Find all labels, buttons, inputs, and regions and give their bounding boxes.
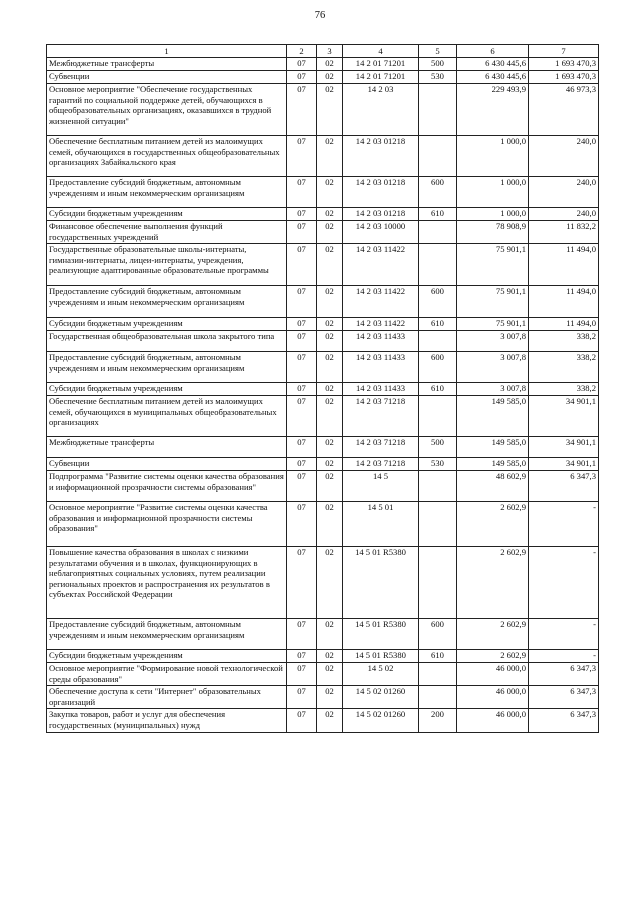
amount-executed-cell: 11 494,0 bbox=[529, 286, 599, 318]
amount-cell: 2 602,9 bbox=[457, 619, 529, 650]
target-article-cell: 14 2 03 71218 bbox=[343, 396, 419, 437]
item-name-cell: Основное мероприятие "Обеспечение государственных гарантий по социальной поддержке детей, обучающихся в общеобразовательных организациях, оказавшихся в трудной жизненной ситуации" bbox=[47, 84, 287, 136]
section-cell: 07 bbox=[287, 84, 317, 136]
amount-cell: 46 000,0 bbox=[457, 686, 529, 709]
target-article-cell: 14 2 03 10000 bbox=[343, 221, 419, 244]
header-cell: 7 bbox=[529, 45, 599, 58]
amount-executed-cell: 1 693 470,3 bbox=[529, 71, 599, 84]
amount-executed-cell: 34 901,1 bbox=[529, 396, 599, 437]
target-article-cell: 14 5 bbox=[343, 471, 419, 502]
header-cell: 2 bbox=[287, 45, 317, 58]
header-cell: 6 bbox=[457, 45, 529, 58]
amount-executed-cell: 240,0 bbox=[529, 208, 599, 221]
amount-cell: 2 602,9 bbox=[457, 502, 529, 547]
page-number: 76 bbox=[314, 10, 326, 21]
expense-type-cell bbox=[419, 396, 457, 437]
subsection-cell: 02 bbox=[317, 58, 343, 71]
item-name-cell: Повышение качества образования в школах с низкими результатами обучения и в школах, функционирующих в неблагоприятных социальных условиях, путем реализации региональных проектов и распространения их результатов в субъектах Российской Федерации bbox=[47, 547, 287, 619]
amount-cell: 75 901,1 bbox=[457, 286, 529, 318]
amount-executed-cell: 240,0 bbox=[529, 177, 599, 208]
expense-type-cell: 500 bbox=[419, 437, 457, 458]
subsection-cell: 02 bbox=[317, 352, 343, 383]
target-article-cell: 14 2 03 01218 bbox=[343, 136, 419, 177]
expense-type-cell bbox=[419, 84, 457, 136]
item-name-cell: Субвенции bbox=[47, 458, 287, 471]
target-article-cell: 14 2 03 71218 bbox=[343, 437, 419, 458]
amount-executed-cell: 6 347,3 bbox=[529, 663, 599, 686]
amount-executed-cell: 6 347,3 bbox=[529, 471, 599, 502]
item-name-cell: Закупка товаров, работ и услуг для обеспечения государственных (муниципальных) нужд bbox=[47, 709, 287, 733]
expense-type-cell: 610 bbox=[419, 208, 457, 221]
expense-type-cell: 200 bbox=[419, 709, 457, 733]
budget-table bbox=[46, 44, 599, 733]
target-article-cell: 14 2 03 11433 bbox=[343, 383, 419, 396]
amount-executed-cell: 11 832,2 bbox=[529, 221, 599, 244]
amount-executed-cell: 34 901,1 bbox=[529, 458, 599, 471]
section-cell: 07 bbox=[287, 331, 317, 352]
subsection-cell: 02 bbox=[317, 709, 343, 733]
header-cell: 1 bbox=[47, 45, 287, 58]
subsection-cell: 02 bbox=[317, 286, 343, 318]
section-cell: 07 bbox=[287, 471, 317, 502]
table-row bbox=[47, 71, 599, 84]
item-name-cell: Субсидии бюджетным учреждениям bbox=[47, 318, 287, 331]
target-article-cell: 14 5 01 bbox=[343, 502, 419, 547]
section-cell: 07 bbox=[287, 396, 317, 437]
amount-executed-cell: 46 973,3 bbox=[529, 84, 599, 136]
table-row bbox=[47, 318, 599, 331]
table-row bbox=[47, 221, 599, 244]
section-cell: 07 bbox=[287, 663, 317, 686]
item-name-cell: Межбюджетные трансферты bbox=[47, 58, 287, 71]
expense-type-cell: 600 bbox=[419, 619, 457, 650]
item-name-cell: Субсидии бюджетным учреждениям bbox=[47, 650, 287, 663]
subsection-cell: 02 bbox=[317, 318, 343, 331]
item-name-cell: Предоставление субсидий бюджетным, автономным учреждениям и иным некоммерческим организациям bbox=[47, 619, 287, 650]
section-cell: 07 bbox=[287, 709, 317, 733]
table-row bbox=[47, 709, 599, 733]
subsection-cell: 02 bbox=[317, 437, 343, 458]
section-cell: 07 bbox=[287, 244, 317, 286]
table-row bbox=[47, 458, 599, 471]
expense-type-cell: 600 bbox=[419, 286, 457, 318]
expense-type-cell: 610 bbox=[419, 650, 457, 663]
expense-type-cell: 600 bbox=[419, 177, 457, 208]
table-row bbox=[47, 619, 599, 650]
item-name-cell: Предоставление субсидий бюджетным, автономным учреждениям и иным некоммерческим организациям bbox=[47, 177, 287, 208]
amount-cell: 2 602,9 bbox=[457, 547, 529, 619]
table-row bbox=[47, 437, 599, 458]
subsection-cell: 02 bbox=[317, 650, 343, 663]
amount-executed-cell: - bbox=[529, 547, 599, 619]
table-row bbox=[47, 208, 599, 221]
expense-type-cell bbox=[419, 136, 457, 177]
target-article-cell: 14 2 03 11422 bbox=[343, 286, 419, 318]
amount-executed-cell: 338,2 bbox=[529, 383, 599, 396]
item-name-cell: Подпрограмма "Развитие системы оценки качества образования и информационной прозрачности системы образования" bbox=[47, 471, 287, 502]
table-row bbox=[47, 383, 599, 396]
item-name-cell: Обеспечение доступа к сети "Интернет" образовательных организаций bbox=[47, 686, 287, 709]
item-name-cell: Межбюджетные трансферты bbox=[47, 437, 287, 458]
target-article-cell: 14 2 03 11433 bbox=[343, 331, 419, 352]
subsection-cell: 02 bbox=[317, 71, 343, 84]
table-row bbox=[47, 177, 599, 208]
amount-executed-cell: 240,0 bbox=[529, 136, 599, 177]
subsection-cell: 02 bbox=[317, 547, 343, 619]
target-article-cell: 14 5 01 R5380 bbox=[343, 650, 419, 663]
table-row bbox=[47, 84, 599, 136]
target-article-cell: 14 2 03 11422 bbox=[343, 244, 419, 286]
item-name-cell: Субсидии бюджетным учреждениям bbox=[47, 208, 287, 221]
section-cell: 07 bbox=[287, 177, 317, 208]
amount-cell: 78 908,9 bbox=[457, 221, 529, 244]
amount-cell: 1 000,0 bbox=[457, 136, 529, 177]
item-name-cell: Обеспечение бесплатным питанием детей из малоимущих семей, обучающихся в муниципальных общеобразовательных организациях bbox=[47, 396, 287, 437]
amount-cell: 75 901,1 bbox=[457, 318, 529, 331]
subsection-cell: 02 bbox=[317, 221, 343, 244]
amount-cell: 149 585,0 bbox=[457, 437, 529, 458]
amount-cell: 75 901,1 bbox=[457, 244, 529, 286]
header-cell: 4 bbox=[343, 45, 419, 58]
amount-cell: 3 007,8 bbox=[457, 383, 529, 396]
subsection-cell: 02 bbox=[317, 177, 343, 208]
subsection-cell: 02 bbox=[317, 331, 343, 352]
amount-executed-cell: 6 347,3 bbox=[529, 709, 599, 733]
table-row bbox=[47, 650, 599, 663]
section-cell: 07 bbox=[287, 686, 317, 709]
header-cell: 5 bbox=[419, 45, 457, 58]
target-article-cell: 14 2 03 01218 bbox=[343, 208, 419, 221]
subsection-cell: 02 bbox=[317, 471, 343, 502]
table-row bbox=[47, 663, 599, 686]
section-cell: 07 bbox=[287, 71, 317, 84]
table-row bbox=[47, 331, 599, 352]
item-name-cell: Основное мероприятие "Развитие системы оценки качества образования и информационной прозрачности системы образования" bbox=[47, 502, 287, 547]
expense-type-cell: 610 bbox=[419, 318, 457, 331]
item-name-cell: Предоставление субсидий бюджетным, автономным учреждениям и иным некоммерческим организациям bbox=[47, 352, 287, 383]
target-article-cell: 14 2 03 71218 bbox=[343, 458, 419, 471]
amount-executed-cell: 338,2 bbox=[529, 352, 599, 383]
section-cell: 07 bbox=[287, 352, 317, 383]
amount-cell: 6 430 445,6 bbox=[457, 58, 529, 71]
section-cell: 07 bbox=[287, 650, 317, 663]
subsection-cell: 02 bbox=[317, 208, 343, 221]
amount-executed-cell: 1 693 470,3 bbox=[529, 58, 599, 71]
table-row bbox=[47, 352, 599, 383]
section-cell: 07 bbox=[287, 136, 317, 177]
amount-executed-cell: 11 494,0 bbox=[529, 318, 599, 331]
target-article-cell: 14 2 03 01218 bbox=[343, 177, 419, 208]
subsection-cell: 02 bbox=[317, 396, 343, 437]
section-cell: 07 bbox=[287, 437, 317, 458]
amount-cell: 229 493,9 bbox=[457, 84, 529, 136]
amount-cell: 2 602,9 bbox=[457, 650, 529, 663]
amount-cell: 48 602,9 bbox=[457, 471, 529, 502]
section-cell: 07 bbox=[287, 208, 317, 221]
expense-type-cell: 600 bbox=[419, 352, 457, 383]
item-name-cell: Субсидии бюджетным учреждениям bbox=[47, 383, 287, 396]
amount-cell: 149 585,0 bbox=[457, 396, 529, 437]
section-cell: 07 bbox=[287, 318, 317, 331]
table-row bbox=[47, 547, 599, 619]
subsection-cell: 02 bbox=[317, 136, 343, 177]
amount-executed-cell: - bbox=[529, 502, 599, 547]
amount-executed-cell: 6 347,3 bbox=[529, 686, 599, 709]
expense-type-cell bbox=[419, 502, 457, 547]
expense-type-cell: 610 bbox=[419, 383, 457, 396]
subsection-cell: 02 bbox=[317, 619, 343, 650]
target-article-cell: 14 5 02 01260 bbox=[343, 686, 419, 709]
section-cell: 07 bbox=[287, 286, 317, 318]
expense-type-cell bbox=[419, 471, 457, 502]
expense-type-cell: 500 bbox=[419, 58, 457, 71]
amount-cell: 3 007,8 bbox=[457, 331, 529, 352]
target-article-cell: 14 5 01 R5380 bbox=[343, 547, 419, 619]
table-row bbox=[47, 396, 599, 437]
expense-type-cell bbox=[419, 663, 457, 686]
header-cell: 3 bbox=[317, 45, 343, 58]
table-row bbox=[47, 136, 599, 177]
section-cell: 07 bbox=[287, 383, 317, 396]
expense-type-cell bbox=[419, 331, 457, 352]
amount-cell: 1 000,0 bbox=[457, 177, 529, 208]
amount-cell: 46 000,0 bbox=[457, 663, 529, 686]
expense-type-cell: 530 bbox=[419, 71, 457, 84]
target-article-cell: 14 2 01 71201 bbox=[343, 71, 419, 84]
target-article-cell: 14 2 03 bbox=[343, 84, 419, 136]
item-name-cell: Основное мероприятие "Формирование новой технологической среды образования" bbox=[47, 663, 287, 686]
target-article-cell: 14 5 02 bbox=[343, 663, 419, 686]
amount-executed-cell: 34 901,1 bbox=[529, 437, 599, 458]
target-article-cell: 14 5 02 01260 bbox=[343, 709, 419, 733]
subsection-cell: 02 bbox=[317, 84, 343, 136]
amount-executed-cell: - bbox=[529, 619, 599, 650]
amount-cell: 149 585,0 bbox=[457, 458, 529, 471]
subsection-cell: 02 bbox=[317, 383, 343, 396]
amount-executed-cell: 11 494,0 bbox=[529, 244, 599, 286]
amount-cell: 6 430 445,6 bbox=[457, 71, 529, 84]
expense-type-cell: 530 bbox=[419, 458, 457, 471]
amount-cell: 3 007,8 bbox=[457, 352, 529, 383]
table-row bbox=[47, 286, 599, 318]
expense-type-cell bbox=[419, 244, 457, 286]
target-article-cell: 14 5 01 R5380 bbox=[343, 619, 419, 650]
expense-type-cell bbox=[419, 221, 457, 244]
header-row bbox=[47, 45, 599, 58]
item-name-cell: Государственная общеобразовательная школа закрытого типа bbox=[47, 331, 287, 352]
item-name-cell: Субвенции bbox=[47, 71, 287, 84]
subsection-cell: 02 bbox=[317, 502, 343, 547]
section-cell: 07 bbox=[287, 58, 317, 71]
expense-type-cell bbox=[419, 547, 457, 619]
target-article-cell: 14 2 03 11433 bbox=[343, 352, 419, 383]
expense-type-cell bbox=[419, 686, 457, 709]
subsection-cell: 02 bbox=[317, 686, 343, 709]
section-cell: 07 bbox=[287, 221, 317, 244]
subsection-cell: 02 bbox=[317, 244, 343, 286]
section-cell: 07 bbox=[287, 458, 317, 471]
amount-cell: 1 000,0 bbox=[457, 208, 529, 221]
item-name-cell: Государственные образовательные школы-интернаты, гимназии-интернаты, лицеи-интернаты, учреждения, реализующие адаптированные образовательные программы bbox=[47, 244, 287, 286]
target-article-cell: 14 2 03 11422 bbox=[343, 318, 419, 331]
section-cell: 07 bbox=[287, 619, 317, 650]
item-name-cell: Финансовое обеспечение выполнения функций государственных учреждений bbox=[47, 221, 287, 244]
target-article-cell: 14 2 01 71201 bbox=[343, 58, 419, 71]
table-row bbox=[47, 471, 599, 502]
section-cell: 07 bbox=[287, 547, 317, 619]
subsection-cell: 02 bbox=[317, 663, 343, 686]
table-row bbox=[47, 244, 599, 286]
amount-executed-cell: - bbox=[529, 650, 599, 663]
section-cell: 07 bbox=[287, 502, 317, 547]
table-row bbox=[47, 686, 599, 709]
amount-cell: 46 000,0 bbox=[457, 709, 529, 733]
amount-executed-cell: 338,2 bbox=[529, 331, 599, 352]
subsection-cell: 02 bbox=[317, 458, 343, 471]
item-name-cell: Предоставление субсидий бюджетным, автономным учреждениям и иным некоммерческим организациям bbox=[47, 286, 287, 318]
item-name-cell: Обеспечение бесплатным питанием детей из малоимущих семей, обучающихся в государственных общеобразовательных организациях Забайкальского края bbox=[47, 136, 287, 177]
table-row bbox=[47, 58, 599, 71]
table-row bbox=[47, 502, 599, 547]
